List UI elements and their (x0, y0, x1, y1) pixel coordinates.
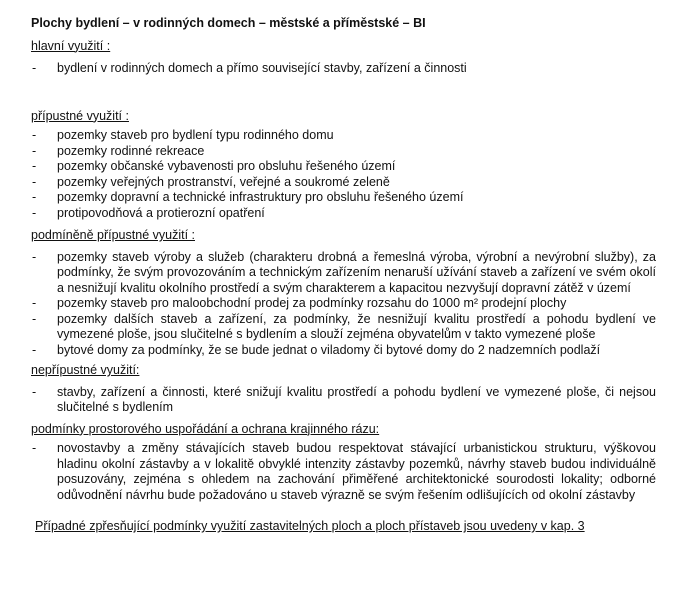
section-main-use (31, 39, 656, 77)
section-heading-conditional-use: podmíněně přípustné využití : (31, 228, 195, 242)
section-heading-spatial-conditions: podmínky prostorového uspořádání a ochrana krajinného rázu: (31, 421, 380, 436)
footer-note: Případné zpřesňující podmínky využití zastavitelných ploch a ploch přístaveb jsou uvedeny v kap. 3 (35, 519, 585, 533)
section-heading-permitted-use: přípustné využití : (31, 108, 129, 123)
list-item: - pozemky veřejných prostranství, veřejné a soukromé zeleně (31, 175, 656, 191)
list-item: - novostavby a změny stávajících staveb budou respektovat stávající urbanistickou strukturu, výškovou hladinu okolní zástavby a v lokalitě obvyklé intenzity zástavby pozemků, návrhy staveb budou individuálně posuzovány, zejména s ohledem na zachování přiměřené architektonické sourodosti lokality; odborné odůvodnění návrhu bude požadováno u staveb výrazně se svým řešením odlišujících od okolní zástavby (31, 441, 656, 503)
list-item: - pozemky staveb pro maloobchodní prodej za podmínky rozsahu do 1000 m² prodejní plochy (31, 296, 656, 312)
document-title: Plochy bydlení – v rodinných domech – městské a příměstské – BI (31, 16, 426, 30)
section-forbidden-use (31, 363, 656, 416)
list-item: - pozemky staveb pro bydlení typu rodinného domu (31, 128, 656, 144)
list-item: - bydlení v rodinných domech a přímo související stavby, zařízení a činnosti (31, 61, 656, 77)
list-item: - pozemky dopravní a technické infrastruktury pro obsluhu řešeného území (31, 190, 656, 206)
spatial-conditions-list (31, 441, 656, 503)
section-permitted-use (31, 109, 656, 222)
list-item: - pozemky staveb výroby a služeb (charakteru drobná a řemeslná výroba, výrobní a nevýrobní služby), za podmínky, že svým provozováním a technickým zařízením nenaruší užívání staveb a zařízení ve svém okolí a nesnižují kvalitu okolního prostředí a svým charakterem a kapacitou nezvyšují dopravní zátěž v území (31, 250, 656, 297)
section-heading-forbidden-use: nepřípustné využití: (31, 363, 140, 377)
list-item: - stavby, zařízení a činnosti, které snižují kvalitu prostředí a pohodu bydlení ve vymezené ploše, či nejsou slučitelné s bydlením (31, 385, 656, 416)
list-item: - pozemky dalších staveb a zařízení, za podmínky, že nesnižují kvalitu prostředí a pohodu bydlení ve vymezené ploše, jsou slučitelné s bydlením a slouží zejména obyvatelům v takto vymezené ploše (31, 312, 656, 343)
conditional-use-list (31, 250, 656, 359)
list-item: - bytové domy za podmínky, že se bude jednat o viladomy či bytové domy do 2 nadzemních podlaží (31, 343, 656, 359)
list-item: - pozemky občanské vybavenosti pro obsluhu řešeného území (31, 159, 656, 175)
section-conditional-use (31, 228, 656, 358)
section-heading-main-use: hlavní využití : (31, 38, 111, 53)
main-use-list (31, 61, 656, 77)
list-item: - pozemky rodinné rekreace (31, 144, 656, 160)
list-item: - protipovodňová a protierozní opatření (31, 206, 656, 222)
permitted-use-list (31, 128, 656, 221)
section-spatial-conditions (31, 422, 656, 504)
forbidden-use-list (31, 385, 656, 416)
